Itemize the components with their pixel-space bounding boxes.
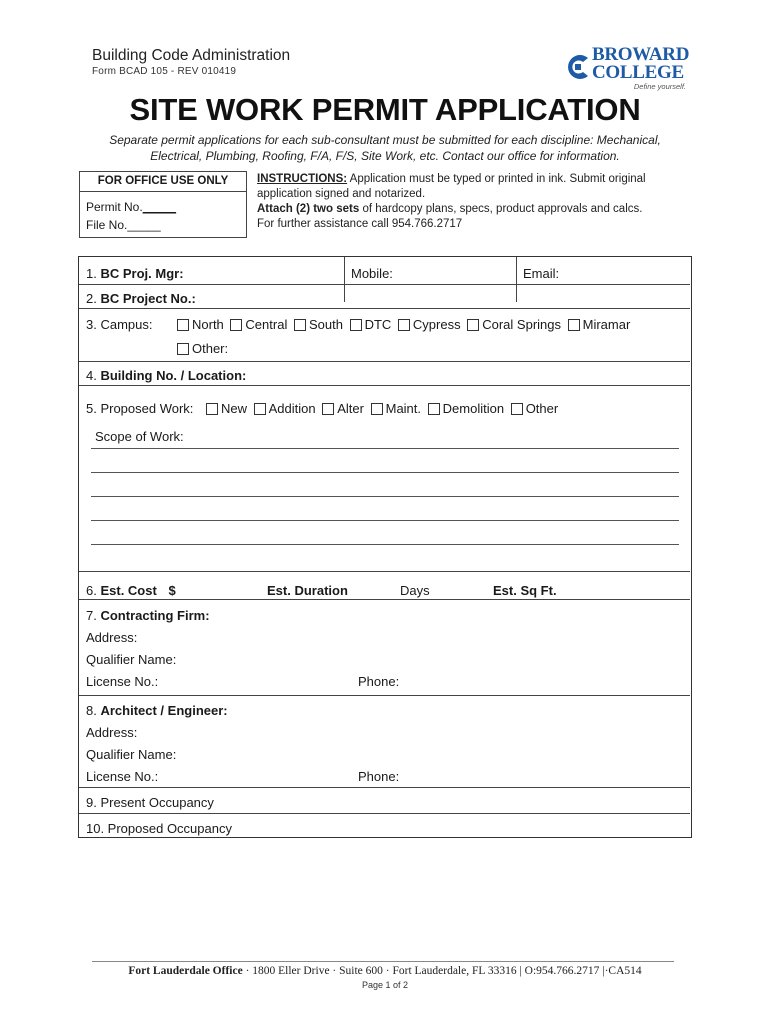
project-no-field[interactable] <box>86 291 196 306</box>
broward-college-logo <box>562 44 692 94</box>
subtitle-line-2: Electrical, Plumbing, Roofing, F/A, F/S, Site Work, etc. Contact our office for information. <box>150 149 620 163</box>
logo-text-broward: BROWARD <box>592 44 690 65</box>
checkbox[interactable] <box>322 403 334 415</box>
office-use-heading: FOR OFFICE USE ONLY <box>80 172 246 192</box>
row-project-no <box>79 285 690 309</box>
checkbox[interactable] <box>177 319 189 331</box>
mobile-field[interactable]: Mobile: <box>351 266 393 281</box>
contracting-firm-num: 7. <box>86 608 97 623</box>
est-duration-label[interactable]: Est. Duration <box>267 583 348 598</box>
page-number: Page 1 of 2 <box>361 980 409 990</box>
office-use-box <box>79 171 247 238</box>
building-num: 4. <box>86 368 97 383</box>
proposed-work-options <box>203 401 558 416</box>
architect-num: 8. <box>86 703 97 718</box>
row-architect <box>79 696 690 788</box>
permit-number-field[interactable] <box>80 200 246 214</box>
instructions-text-3: For further assistance call 954.766.2717 <box>257 218 463 230</box>
form-number: Form BCAD 105 - REV 010419 <box>92 66 237 77</box>
file-number-label: File No. <box>86 218 128 232</box>
est-cost-field[interactable] <box>86 583 176 598</box>
file-number-field[interactable] <box>80 218 246 232</box>
work-option-demolition[interactable]: Demolition <box>425 401 504 416</box>
row-building <box>79 362 690 386</box>
permit-form <box>78 256 692 838</box>
logo-mark-icon <box>562 52 592 82</box>
email-field[interactable]: Email: <box>523 266 560 281</box>
contractor-qualifier-field[interactable]: Qualifier Name: <box>86 652 177 667</box>
days-label: Days <box>400 583 430 598</box>
architect-field[interactable] <box>86 703 228 718</box>
contractor-license-field[interactable]: License No.: <box>86 674 159 689</box>
campus-option-miramar[interactable]: Miramar <box>565 317 631 332</box>
scope-line[interactable] <box>91 544 679 545</box>
contractor-phone-field[interactable]: Phone: <box>358 674 400 689</box>
footer-address-text: · 1800 Eller Drive · Suite 600 · Fort Lauderdale, FL 33316 | O:954.766.2717 |·CA514 <box>242 965 642 977</box>
scope-line[interactable] <box>91 472 679 473</box>
architect-address-field[interactable]: Address: <box>86 725 138 740</box>
scope-line[interactable] <box>91 496 679 497</box>
project-no-num: 2. <box>86 291 97 306</box>
instructions <box>257 172 697 232</box>
checkbox[interactable] <box>177 343 189 355</box>
dollar-sign: $ <box>168 583 176 598</box>
row-proposed-work <box>79 386 690 572</box>
work-option-new[interactable]: New <box>203 401 247 416</box>
proj-mgr-label: BC Proj. Mgr: <box>100 266 184 281</box>
architect-phone-field[interactable]: Phone: <box>358 769 400 784</box>
campus-option-north[interactable]: North <box>174 317 224 332</box>
campus-option-coral-springs[interactable]: Coral Springs <box>464 317 561 332</box>
work-option-addition[interactable]: Addition <box>251 401 316 416</box>
scope-line[interactable] <box>91 520 679 521</box>
proposed-occupancy-field[interactable]: 10. Proposed Occupancy <box>86 821 232 836</box>
instructions-label: INSTRUCTIONS: <box>257 173 348 185</box>
campus-option-central[interactable]: Central <box>227 317 287 332</box>
project-no-label: BC Project No.: <box>100 291 196 306</box>
checkbox[interactable] <box>254 403 266 415</box>
proposed-work-label: 5. Proposed Work: <box>86 401 194 416</box>
org-name: Building Code Administration <box>92 47 291 64</box>
page-title: SITE WORK PERMIT APPLICATION <box>129 92 641 127</box>
checkbox[interactable] <box>398 319 410 331</box>
campus-options <box>174 317 630 332</box>
architect-qualifier-field[interactable]: Qualifier Name: <box>86 747 177 762</box>
checkbox[interactable] <box>568 319 580 331</box>
contracting-firm-label: Contracting Firm: <box>100 608 210 623</box>
architect-license-field[interactable]: License No.: <box>86 769 159 784</box>
permit-number-label: Permit No. <box>86 200 143 214</box>
logo-tagline: Define yourself. <box>633 82 686 91</box>
footer-address <box>0 965 770 977</box>
scope-line[interactable] <box>91 448 679 449</box>
footer-rule <box>92 961 674 962</box>
permit-number-blank: _____ <box>142 200 177 214</box>
present-occupancy-field[interactable]: 9. Present Occupancy <box>86 795 214 810</box>
work-option-maint[interactable]: Maint. <box>368 401 421 416</box>
campus-option-south[interactable]: South <box>291 317 343 332</box>
logo-text-college: COLLEGE <box>592 62 684 83</box>
est-cost-label: Est. Cost <box>100 583 157 598</box>
row-proj-mgr <box>79 257 690 285</box>
file-number-blank: _____ <box>127 218 161 232</box>
work-option-alter[interactable]: Alter <box>319 401 364 416</box>
checkbox[interactable] <box>206 403 218 415</box>
row-campus <box>79 309 690 362</box>
instructions-text-2: of hardcopy plans, specs, product approvals and calcs. <box>359 203 643 215</box>
proj-mgr-num: 1. <box>86 266 97 281</box>
campus-option-dtc[interactable]: DTC <box>347 317 392 332</box>
checkbox[interactable] <box>467 319 479 331</box>
checkbox[interactable] <box>350 319 362 331</box>
row-proposed-occupancy <box>79 814 690 838</box>
scope-label: Scope of Work: <box>95 429 184 444</box>
proj-mgr-field[interactable] <box>86 266 184 281</box>
subtitle-line-1: Separate permit applications for each sub-consultant must be submitted for each discipline: Mechanical, <box>109 133 661 147</box>
est-cost-num: 6. <box>86 583 97 598</box>
campus-option-cypress[interactable]: Cypress <box>395 317 461 332</box>
checkbox[interactable] <box>371 403 383 415</box>
footer-office: Fort Lauderdale Office <box>128 965 243 977</box>
checkbox[interactable] <box>511 403 523 415</box>
campus-label: 3. Campus: <box>86 317 153 332</box>
checkbox[interactable] <box>294 319 306 331</box>
subtitle <box>70 132 700 164</box>
contracting-firm-field[interactable] <box>86 608 210 623</box>
building-label: Building No. / Location: <box>100 368 247 383</box>
contractor-address-field[interactable]: Address: <box>86 630 138 645</box>
checkbox[interactable] <box>230 319 242 331</box>
row-contracting-firm <box>79 600 690 696</box>
row-estimates <box>79 572 690 600</box>
instructions-attach: Attach (2) two sets <box>257 203 360 215</box>
instructions-text-1: Application must be typed or printed in ink. Submit original application signed and notarized. <box>257 173 646 200</box>
building-field[interactable] <box>86 368 246 383</box>
work-option-other[interactable]: Other <box>508 401 559 416</box>
architect-label: Architect / Engineer: <box>100 703 228 718</box>
est-sqft-label[interactable]: Est. Sq Ft. <box>493 583 557 598</box>
checkbox[interactable] <box>428 403 440 415</box>
campus-option-other[interactable]: Other: <box>174 341 228 356</box>
row-present-occupancy <box>79 788 690 814</box>
